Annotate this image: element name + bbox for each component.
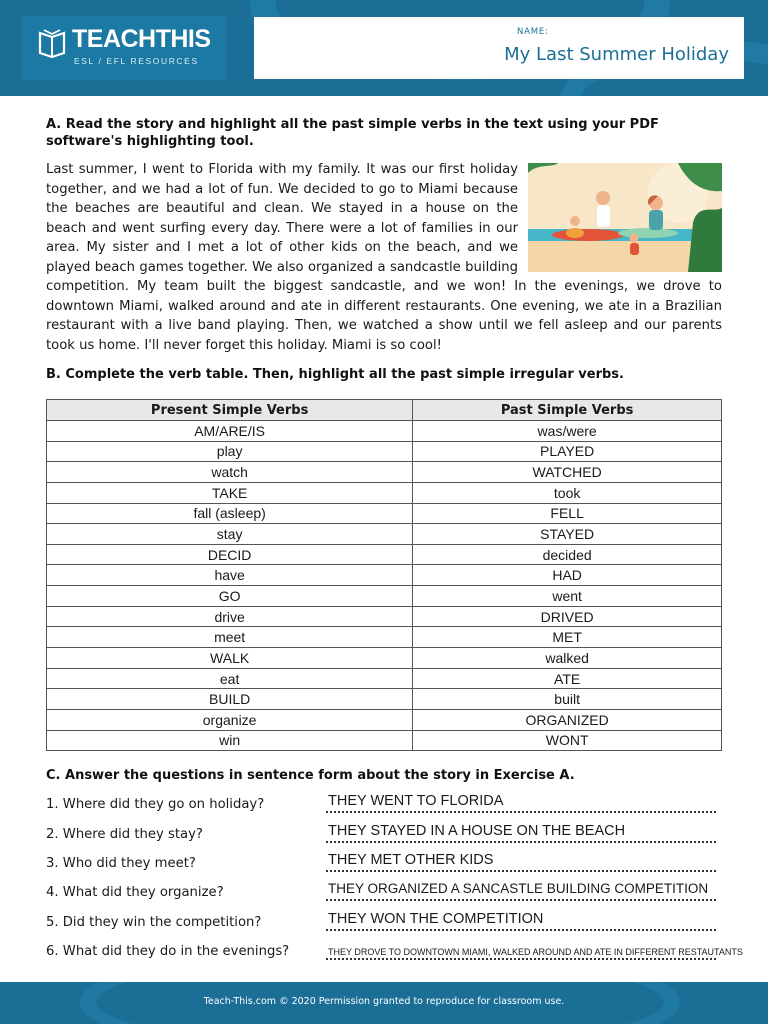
past-verb-cell: PLAYED xyxy=(413,441,722,462)
table-row xyxy=(47,689,722,710)
page-header xyxy=(0,0,768,96)
table-row xyxy=(47,441,722,462)
page-footer xyxy=(0,982,768,1024)
answer-field[interactable]: THEY ORGANIZED A SANCASTLE BUILDING COMPETITION xyxy=(328,881,709,896)
question-item xyxy=(46,938,743,962)
past-verb-cell: FELL xyxy=(413,503,722,524)
past-verb-cell: ORGANIZED xyxy=(413,709,722,730)
story-text xyxy=(46,160,722,355)
answer-line xyxy=(326,870,716,872)
logo xyxy=(22,16,226,80)
present-verb-cell: drive xyxy=(47,606,413,627)
present-verb-cell: BUILD xyxy=(47,689,413,710)
table-row xyxy=(47,668,722,689)
table-row xyxy=(47,421,722,442)
logo-text: TEACHTHIS xyxy=(72,25,211,53)
question-item xyxy=(46,879,722,903)
table-row xyxy=(47,606,722,627)
past-verb-cell: decided xyxy=(413,544,722,565)
table-row xyxy=(47,503,722,524)
table-row xyxy=(47,586,722,607)
table-row xyxy=(47,462,722,483)
title-box xyxy=(254,17,744,79)
past-verb-cell: HAD xyxy=(413,565,722,586)
present-verb-cell: organize xyxy=(47,709,413,730)
question-text: 2. Where did they stay? xyxy=(46,827,203,842)
present-verb-cell: play xyxy=(47,441,413,462)
question-item xyxy=(46,850,722,874)
answer-line xyxy=(326,929,716,931)
past-verb-cell: took xyxy=(413,482,722,503)
table-row xyxy=(47,648,722,669)
past-verb-cell: was/were xyxy=(413,421,722,442)
present-verb-cell: GO xyxy=(47,586,413,607)
answer-line xyxy=(326,899,716,901)
question-item xyxy=(46,909,722,933)
question-text: 3. Who did they meet? xyxy=(46,856,196,871)
column-header: Present Simple Verbs xyxy=(47,400,413,421)
table-row xyxy=(47,709,722,730)
question-item xyxy=(46,791,722,815)
footer-copyright: Teach-This.com © 2020 Permission granted to reproduce for classroom use. xyxy=(203,996,565,1007)
answer-line xyxy=(326,841,716,843)
page-title: My Last Summer Holiday xyxy=(504,44,729,65)
present-verb-cell: stay xyxy=(47,524,413,545)
name-label: NAME: xyxy=(517,27,549,37)
past-verb-cell: went xyxy=(413,586,722,607)
past-verb-cell: STAYED xyxy=(413,524,722,545)
section-a-heading: A. Read the story and highlight all the past simple verbs in the text using your PDF software's highlighting tool. xyxy=(46,117,659,149)
question-text: 5. Did they win the competition? xyxy=(46,915,262,930)
beach-illustration xyxy=(528,163,722,272)
answer-field[interactable]: THEY WENT TO FLORIDA xyxy=(328,793,504,809)
present-verb-cell: fall (asleep) xyxy=(47,503,413,524)
past-verb-cell: DRIVED xyxy=(413,606,722,627)
answer-field[interactable]: THEY STAYED IN A HOUSE ON THE BEACH xyxy=(328,823,626,839)
table-row xyxy=(47,730,722,751)
past-verb-cell: WONT xyxy=(413,730,722,751)
present-verb-cell: AM/ARE/IS xyxy=(47,421,413,442)
past-verb-cell: MET xyxy=(413,627,722,648)
past-verb-cell: ATE xyxy=(413,668,722,689)
past-verb-cell: walked xyxy=(413,648,722,669)
answer-line xyxy=(326,811,716,813)
question-item xyxy=(46,821,722,845)
question-text: 1. Where did they go on holiday? xyxy=(46,797,265,812)
story-paragraph: Last summer, I went to Florida with my family. It was our first holiday together, and we had a lot of fun. We decided to go to Miami because the beaches are beautiful and clean. We stayed in a house on the beach and went surfing every day. There were a lot of families in our area. My sister and I met a lot of other kids on the beach, and we played beach games together. We also organized a sandcastle building competition. My team built the biggest sandcastle, and we won! In the evenings, we drove to downtown Miami, walked around and ate in different restaurants. One evening, we ate in a Brazilian restaurant with a live band playing. Then, we watched a show until we fell asleep and our parents took us home. I'll never forget this holiday. Miami is so cool! xyxy=(46,162,722,353)
present-verb-cell: meet xyxy=(47,627,413,648)
logo-subtitle: ESL / EFL RESOURCES xyxy=(74,56,199,66)
section-b-heading: B. Complete the verb table. Then, highlight all the past simple irregular verbs. xyxy=(46,367,624,382)
table-header-row xyxy=(47,400,722,421)
answer-field[interactable]: THEY MET OTHER KIDS xyxy=(328,852,494,868)
answer-field[interactable]: THEY DROVE TO DOWNTOWN MIAMI, WALKED AROUND AND ATE IN DIFFERENT RESTAUTANTS xyxy=(328,947,743,957)
past-verb-cell: built xyxy=(413,689,722,710)
present-verb-cell: win xyxy=(47,730,413,751)
past-verb-cell: WATCHED xyxy=(413,462,722,483)
question-text: 4. What did they organize? xyxy=(46,885,224,900)
table-row xyxy=(47,482,722,503)
present-verb-cell: have xyxy=(47,565,413,586)
table-row xyxy=(47,524,722,545)
answer-field[interactable]: THEY WON THE COMPETITION xyxy=(328,911,544,927)
present-verb-cell: watch xyxy=(47,462,413,483)
table-row xyxy=(47,627,722,648)
table-row xyxy=(47,544,722,565)
present-verb-cell: DECID xyxy=(47,544,413,565)
verb-table xyxy=(46,399,722,751)
section-c-heading: C. Answer the questions in sentence form about the story in Exercise A. xyxy=(46,768,575,783)
question-text: 6. What did they do in the evenings? xyxy=(46,944,290,959)
present-verb-cell: WALK xyxy=(47,648,413,669)
column-header: Past Simple Verbs xyxy=(413,400,722,421)
present-verb-cell: TAKE xyxy=(47,482,413,503)
present-verb-cell: eat xyxy=(47,668,413,689)
book-icon xyxy=(36,27,68,59)
answer-line xyxy=(326,958,716,960)
table-row xyxy=(47,565,722,586)
